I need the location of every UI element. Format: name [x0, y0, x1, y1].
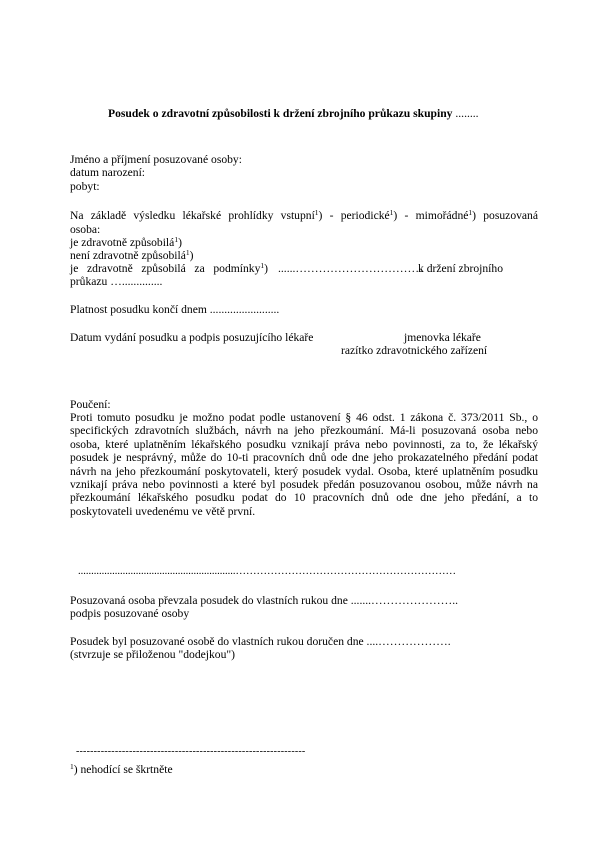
residence-label: pobyt: [70, 180, 100, 193]
examination-basis-cont: osoba: [70, 223, 101, 236]
instruction-line: specifických zdravotních službách, návrh na jeho přezkoumání. Má-li posuzovaná osoba nebo [70, 424, 538, 438]
delivery-note: (stvrzuje se přiloženou "dodejkou") [70, 648, 235, 661]
instruction-line: osoba, které uplatněním lékařského posudku vznikají práva nebo povinnosti, za to, že lékařský [70, 437, 538, 451]
validity-line: Platnost posudku končí dnem ........................ [70, 303, 280, 316]
issue-date-signature: Datum vydání posudku a podpis posuzujícího lékaře [70, 331, 314, 344]
verdict-conditional-purpose: k držení zbrojního [418, 262, 503, 275]
instruction-heading: Poučení: [70, 398, 111, 411]
doctor-nameplate-label: jmenovka lékaře [404, 331, 481, 344]
delivery-line: Posudek byl posuzované osobě do vlastních rukou doručen dne ....………………. [70, 635, 451, 648]
instruction-line: posudek je nesprávný, může do 10-ti pracovních dnů ode dne jeho prokazatelného předání podat [70, 451, 538, 465]
footnote-rule: ----------------------------------------------------------------- [76, 746, 306, 757]
instruction-line: vznikají práva nebo povinnosti a které byl posudek předán posuzovanou osobou, může návrh na [70, 478, 538, 492]
examination-basis [70, 209, 538, 222]
birth-date-label: datum narození: [70, 166, 146, 179]
person-name-label: Jméno a příjmení posuzované osoby: [70, 153, 242, 166]
instruction-line: Proti tomuto posudku je možno podat podle ustanovení § 46 odst. 1 zákona č. 373/2011 Sb., o [70, 411, 538, 424]
title-text: Posudek o zdravotní způsobilosti k držení zbrojního průkazu skupiny [108, 107, 453, 120]
footnote: $^1$) nehodící se škrtněte [70, 762, 173, 776]
verdict-conditional-cont: průkazu ….............. [70, 275, 163, 288]
instruction-line: návrh na jeho přezkoumání poskytovateli, který posudek vydal. Osoba, které uplatněním posudku [70, 464, 538, 478]
separator-line: ............................................................……………………………………………………… [78, 566, 456, 577]
instruction-body [70, 411, 538, 518]
instruction-line: přezkoumání lékařského posudku podat do 10 pracovních dnů ode dne jeho předání, a to [70, 491, 538, 505]
instruction-line: poskytovateli uvedenému ve větě první. [70, 504, 256, 518]
verdict-condition-blank: ......…………………………… [278, 262, 423, 275]
examination-basis-line: Na základě výsledku lékařské prohlídky vstupní$^1$) - periodické$^1$) - mimořádné$^1$) posuzovaná [70, 208, 538, 222]
title-group-blank: ........ [455, 107, 479, 120]
handover-line: Posuzovaná osoba převzala posudek do vlastních rukou dne .......………………….. [70, 594, 458, 607]
verdict-conditional: je zdravotně způsobilá za podmínky$^1$) [70, 261, 268, 275]
facility-stamp-label: razítko zdravotnického zařízení [341, 344, 488, 357]
document-title [108, 107, 479, 120]
person-signature-label: podpis posuzované osoby [70, 607, 190, 620]
verdict-fit: je zdravotně způsobilá$^1$) [70, 235, 182, 249]
verdict-unfit: není zdravotně způsobilá$^1$) [70, 248, 194, 262]
